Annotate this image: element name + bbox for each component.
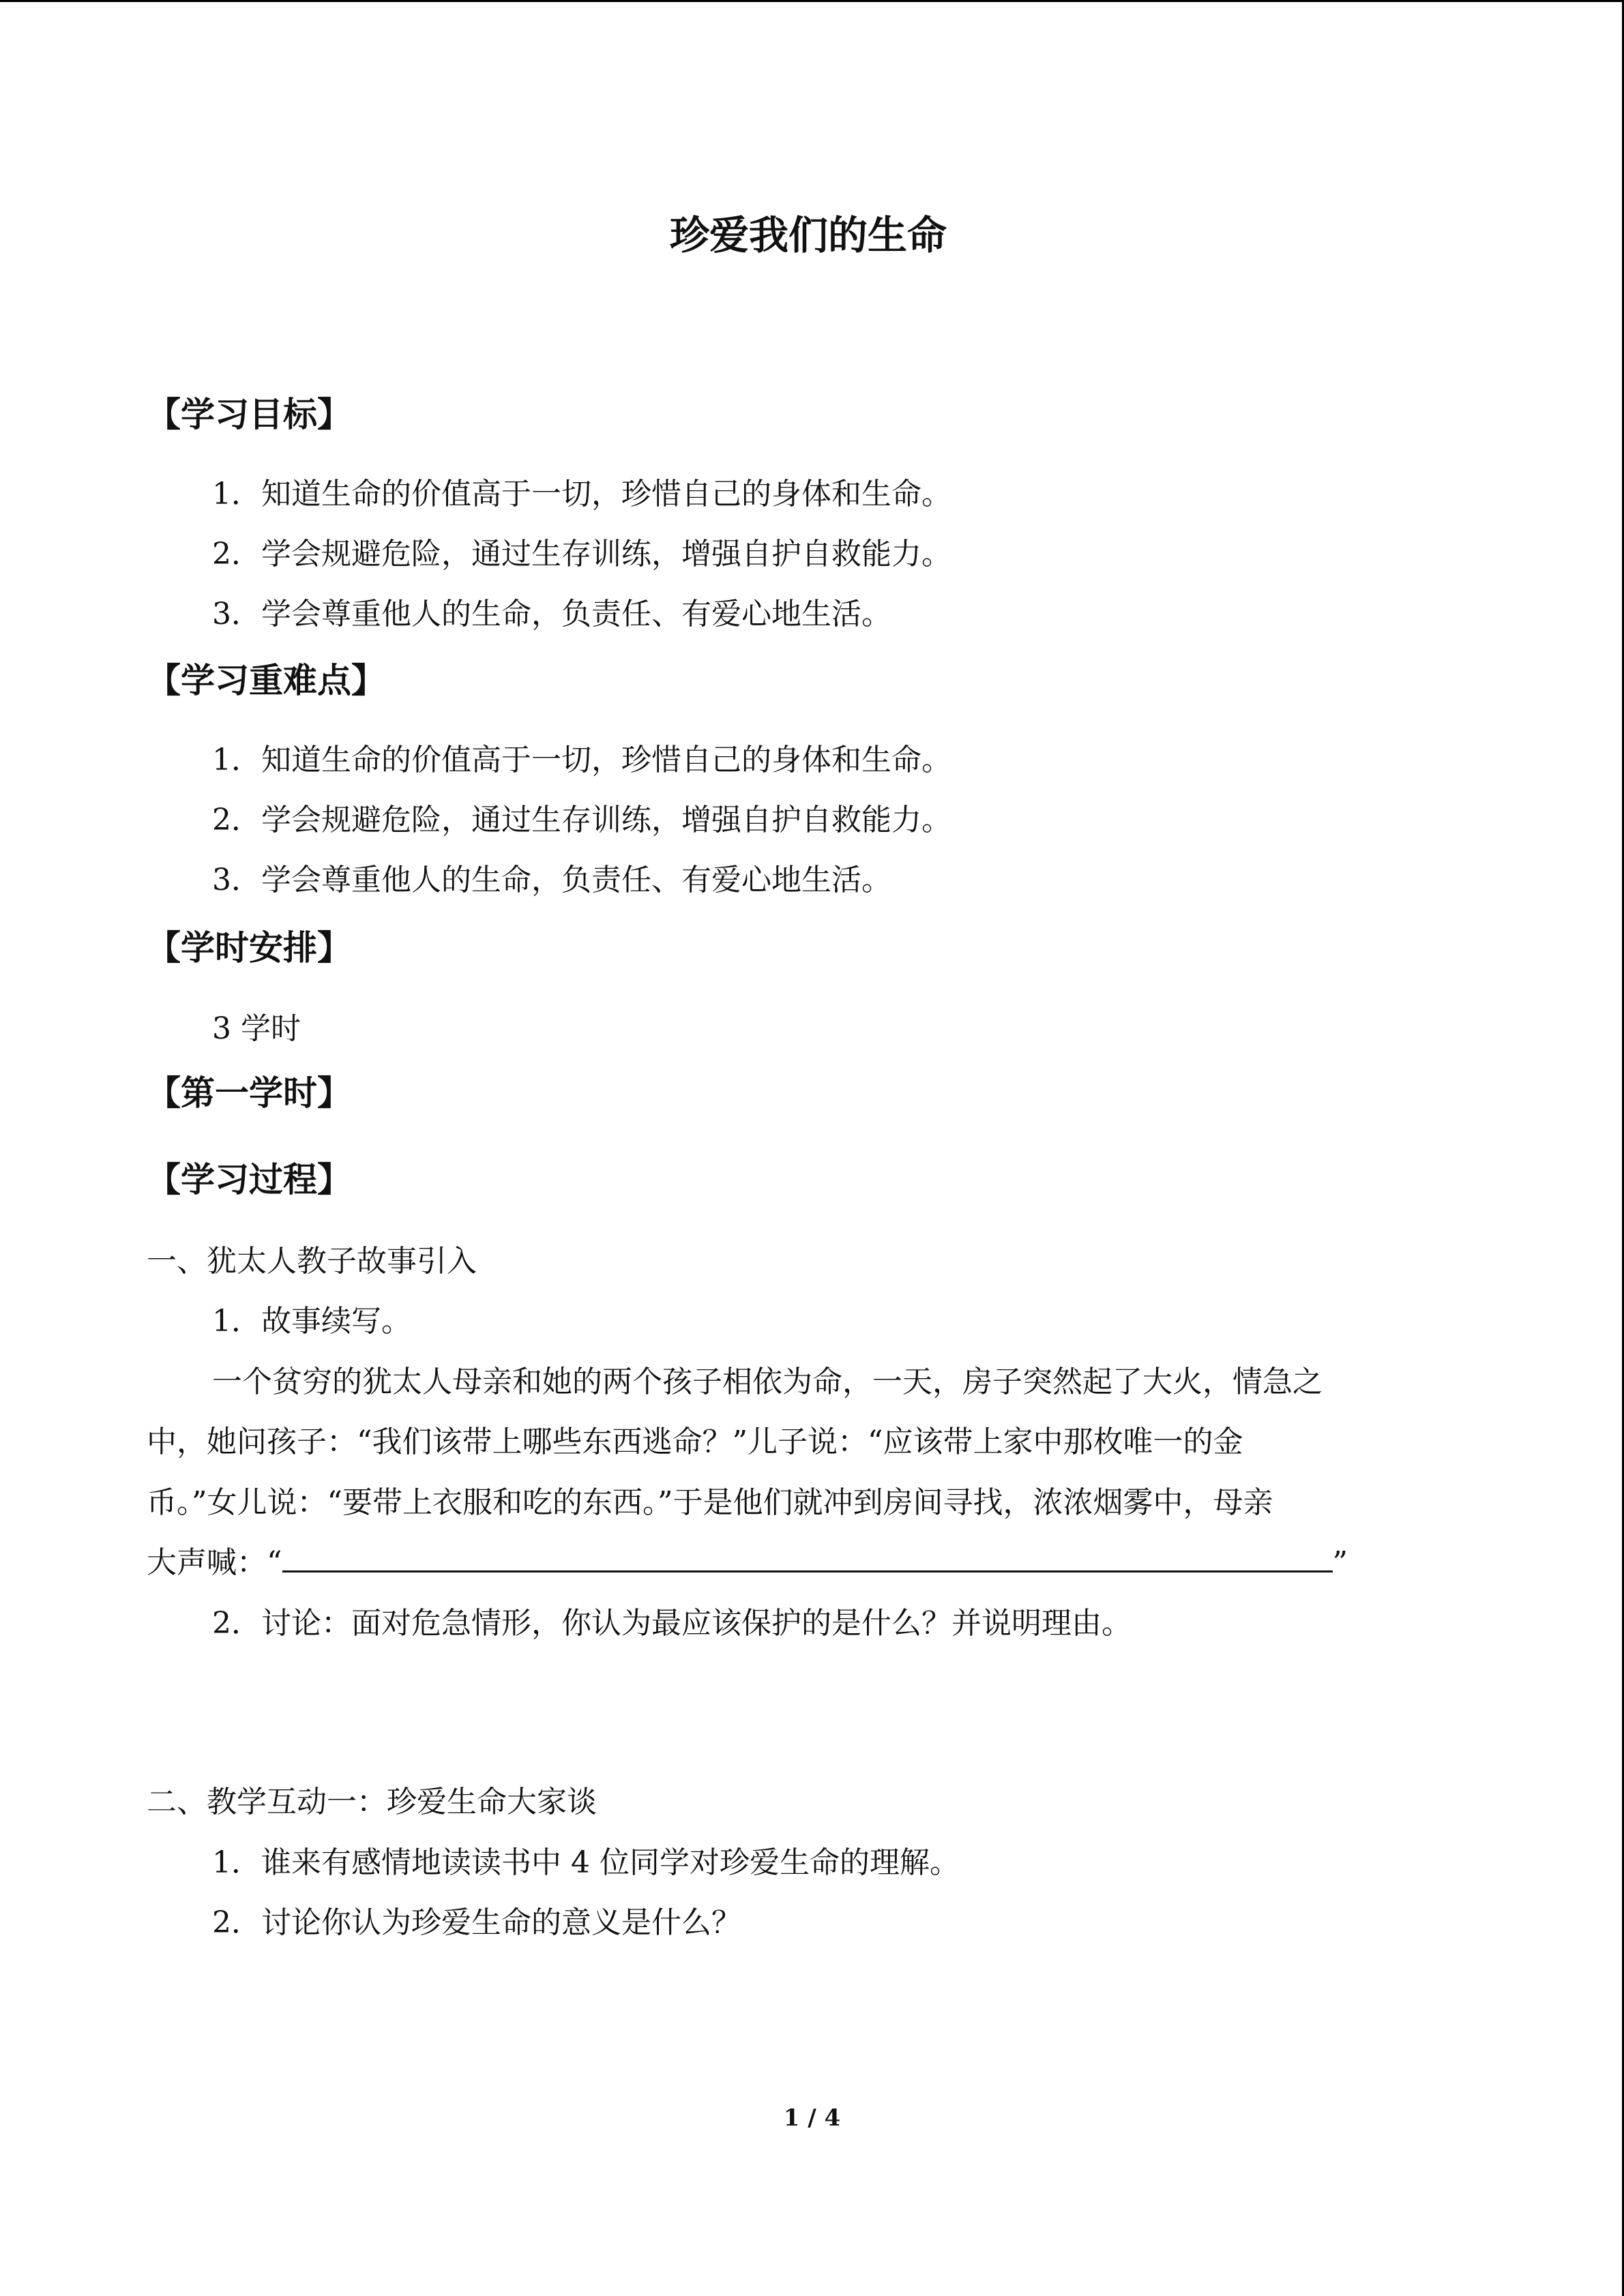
story-prompt-prefix: 大声喊：“ bbox=[147, 1545, 282, 1580]
heading-key-points: 【学习重难点】 bbox=[147, 661, 385, 700]
heading-schedule: 【学时安排】 bbox=[147, 928, 351, 968]
objective-item-2: 2．学会规避危险，通过生存训练，增强自护自救能力。 bbox=[212, 537, 951, 571]
page-title: 珍爱我们的生命 bbox=[669, 212, 947, 258]
objective-item-1: 1．知道生命的价值高于一切，珍惜自己的身体和生命。 bbox=[212, 477, 951, 511]
part2-title: 二、教学互动一：珍爱生命大家谈 bbox=[147, 1785, 597, 1819]
objective-item-3: 3．学会尊重他人的生命，负责任、有爱心地生活。 bbox=[212, 597, 891, 631]
part1-item-1: 1．故事续写。 bbox=[212, 1304, 411, 1339]
story-prompt-line bbox=[147, 1541, 1348, 1585]
fill-in-blank[interactable] bbox=[282, 1543, 1333, 1572]
key-point-item-1: 1．知道生命的价值高于一切，珍惜自己的身体和生命。 bbox=[212, 743, 951, 777]
heading-process: 【学习过程】 bbox=[147, 1160, 351, 1199]
part1-title: 一、犹太人教子故事引入 bbox=[147, 1244, 477, 1279]
story-line-3: 币。”女儿说：“要带上衣服和吃的东西。”于是他们就冲到房间寻找，浓浓烟雾中，母亲 bbox=[147, 1485, 1273, 1520]
part2-item-2: 2．讨论你认为珍爱生命的意义是什么？ bbox=[212, 1905, 741, 1940]
page-number: 1 / 4 bbox=[783, 2104, 841, 2132]
key-point-item-2: 2．学会规避危险，通过生存训练，增强自护自救能力。 bbox=[212, 803, 951, 837]
story-line-1: 一个贫穷的犹太人母亲和她的两个孩子相依为命，一天，房子突然起了大火，情急之 bbox=[212, 1365, 1323, 1399]
heading-objectives: 【学习目标】 bbox=[147, 395, 351, 434]
heading-lesson1: 【第一学时】 bbox=[147, 1073, 351, 1113]
story-line-2: 中，她问孩子：“我们该带上哪些东西逃命？”儿子说：“应该带上家中那枚唯一的金 bbox=[147, 1425, 1243, 1459]
key-point-item-3: 3．学会尊重他人的生命，负责任、有爱心地生活。 bbox=[212, 863, 891, 897]
part2-item-1: 1．谁来有感情地读读书中 4 位同学对珍爱生命的理解。 bbox=[212, 1845, 960, 1880]
schedule-text: 3 学时 bbox=[212, 1011, 301, 1046]
story-prompt-suffix: ” bbox=[1332, 1545, 1348, 1580]
part1-item-2: 2．讨论：面对危急情形，你认为最应该保护的是什么？并说明理由。 bbox=[212, 1606, 1132, 1641]
